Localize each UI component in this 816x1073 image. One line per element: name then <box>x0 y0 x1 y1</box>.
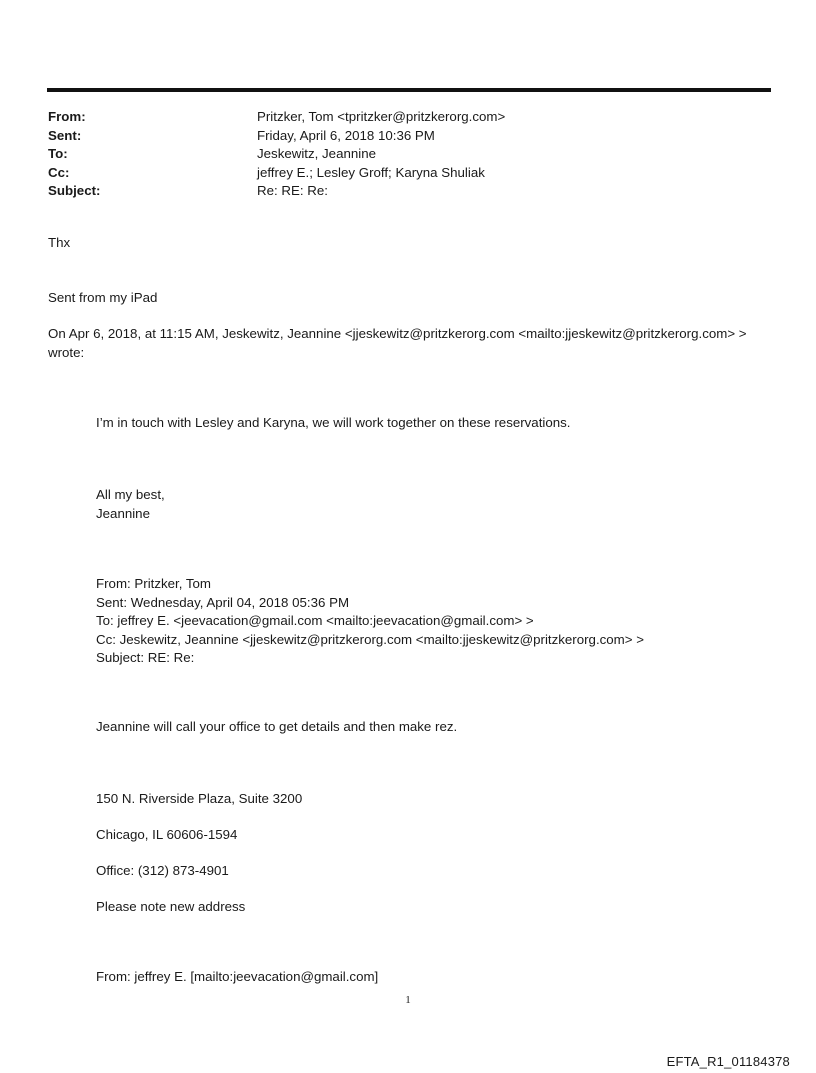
email-header <box>48 108 768 201</box>
header-subject-row <box>48 182 768 201</box>
from-label: From: <box>48 109 86 124</box>
office-phone: Office: (312) 873-4901 <box>96 863 229 878</box>
signature-text: Sent from my iPad <box>48 290 158 305</box>
quote-intro-line: wrote: <box>48 344 85 360</box>
cc-label: Cc: <box>48 164 70 180</box>
subject-value: Re: RE: Re: <box>257 183 328 198</box>
address-note: Please note new address <box>96 899 246 914</box>
address-line-2: Chicago, IL 60606-1594 <box>96 827 238 842</box>
subject-label: Subject: <box>48 183 101 198</box>
closing-name: Jeannine <box>96 505 150 521</box>
closing-block <box>96 486 165 523</box>
forwarded-message: Jeannine will call your office to get details and then make rez. <box>96 719 458 734</box>
forwarded-to: To: jeffrey E. <jeevacation@gmail.com <mailto:jeevacation@gmail.com> > <box>96 613 534 628</box>
from-value: Pritzker, Tom <tpritzker@pritzkerorg.com> <box>257 109 506 124</box>
forwarded-header-1 <box>96 575 644 668</box>
forwarded-cc: Cc: Jeskewitz, Jeannine <jjeskewitz@pritzkerorg.com <mailto:jjeskewitz@pritzkerorg.com> > <box>96 631 644 647</box>
quote-intro <box>48 325 747 362</box>
forwarded-from: From: Pritzker, Tom <box>96 576 212 591</box>
header-sent-row <box>48 127 768 146</box>
jeannine-message: I’m in touch with Lesley and Karyna, we will work together on these reservations. <box>96 415 571 430</box>
to-value: Jeskewitz, Jeannine <box>257 146 376 161</box>
to-label: To: <box>48 146 68 161</box>
header-cc-row <box>48 164 768 183</box>
reply-text: Thx <box>48 235 71 250</box>
header-rule <box>47 88 771 92</box>
sent-value: Friday, April 6, 2018 10:36 PM <box>257 127 435 143</box>
closing-line: All my best, <box>96 487 165 502</box>
forwarded-header-2-from: From: jeffrey E. [mailto:jeevacation@gmail.com] <box>96 969 379 984</box>
header-to-row <box>48 145 768 164</box>
cc-value: jeffrey E.; Lesley Groff; Karyna Shuliak <box>257 164 485 180</box>
sent-label: Sent: <box>48 127 82 143</box>
quote-intro-line: On Apr 6, 2018, at 11:15 AM, Jeskewitz, Jeannine <jjeskewitz@pritzkerorg.com <mailto:jjeskewitz@pritzkerorg.com> > <box>48 326 747 341</box>
page-number: 1 <box>405 994 411 1006</box>
forwarded-sent: Sent: Wednesday, April 04, 2018 05:36 PM <box>96 594 350 610</box>
address-line-1: 150 N. Riverside Plaza, Suite 3200 <box>96 791 303 806</box>
bates-number: EFTA_R1_01184378 <box>666 1054 790 1069</box>
forwarded-subject: Subject: RE: Re: <box>96 650 195 665</box>
header-from-row <box>48 108 768 127</box>
